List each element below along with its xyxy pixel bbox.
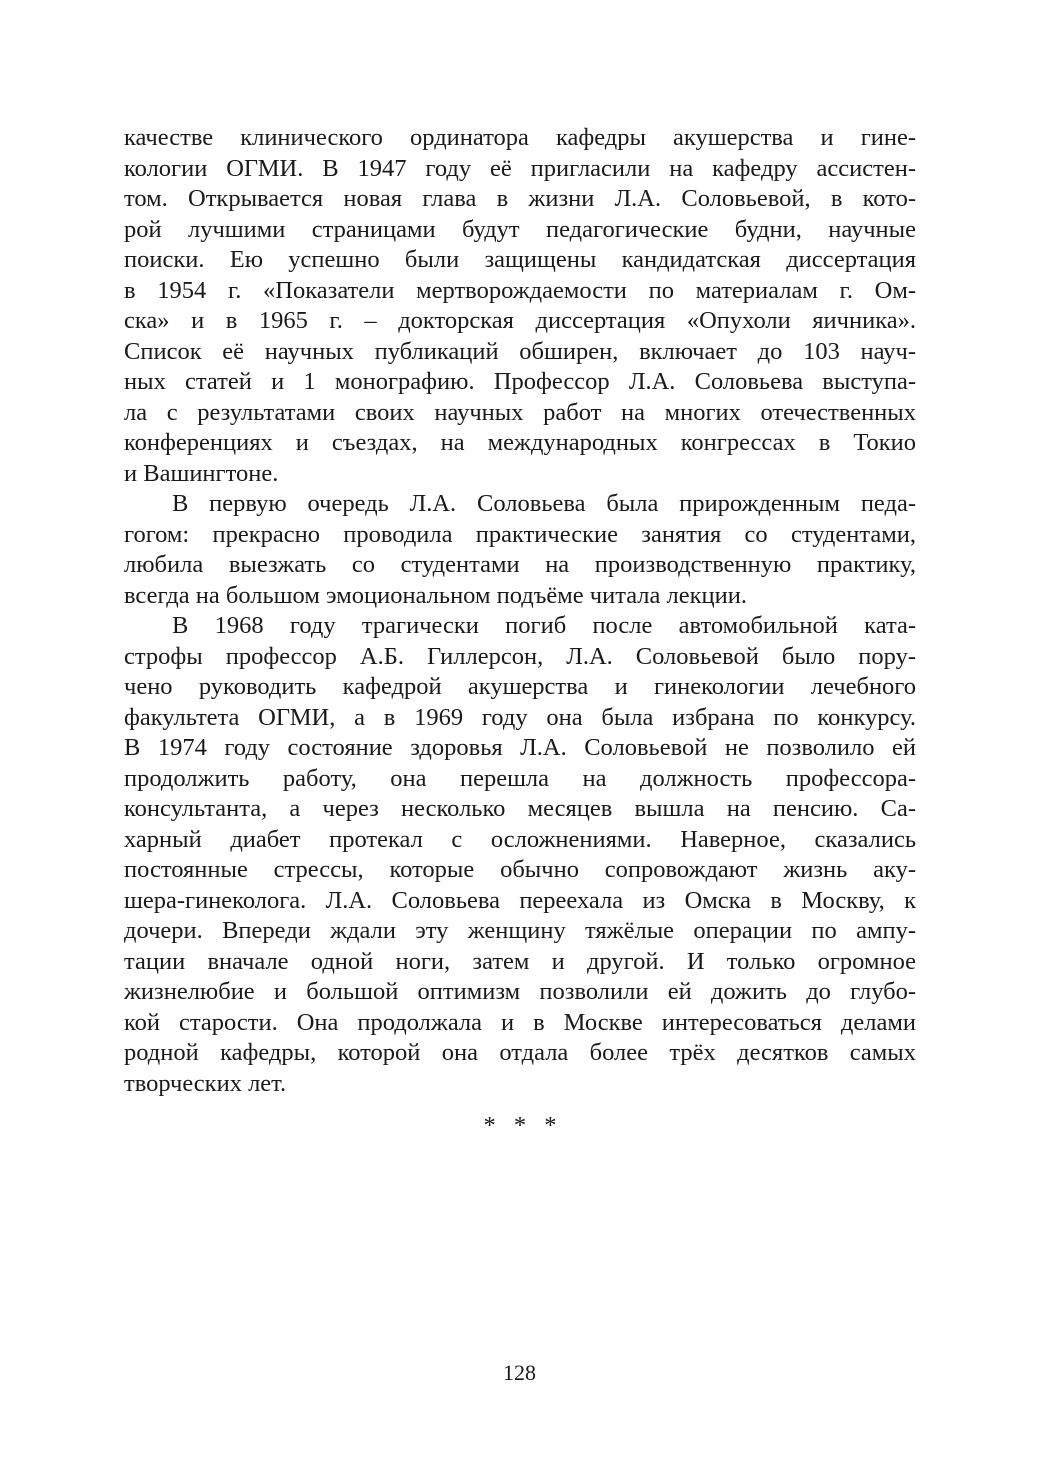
text-line: гогом: прекрасно проводила практические занятия со студентами, (124, 520, 916, 548)
paragraph (124, 611, 916, 1099)
page-body (124, 123, 916, 1142)
text-line: поиски. Ею успешно были защищены кандидатская диссертация (124, 246, 916, 273)
text-line: Список её научных публикаций обширен, включает до 103 науч- (124, 337, 916, 365)
text-line: ных статей и 1 монографию. Профессор Л.А. Соловьева выступа- (124, 368, 916, 395)
text-line: качестве клинического ординатора кафедры акушерства и гине- (124, 124, 916, 151)
text-line: постоянные стрессы, которые обычно сопровождают жизнь аку- (124, 856, 916, 883)
text-body (124, 123, 916, 1099)
text-line: В 1974 году состояние здоровья Л.А. Соловьевой не позволило ей (124, 734, 916, 761)
text-line: в 1954 г. «Показатели мертворождаемости по материалам г. Ом- (124, 276, 916, 304)
section-separator: * * * (483, 1112, 563, 1139)
text-line: всегда на большом эмоциональном подъёме читала лекции. (124, 581, 747, 609)
text-line: кологии ОГМИ. В 1947 году её пригласили на кафедру ассистен- (124, 154, 916, 182)
text-line: жизнелюбие и большой оптимизм позволили ей дожить до глубо- (124, 978, 916, 1005)
text-line: харный диабет протекал с осложнениями. Наверное, сказались (124, 825, 916, 853)
text-line: консультанта, а через несколько месяцев вышла на пенсию. Са- (124, 795, 916, 822)
text-line: ска» и в 1965 г. – докторская диссертация «Опухоли яичника». (124, 307, 916, 334)
text-line: родной кафедры, которой она отдала более трёх десятков самых (124, 1039, 916, 1066)
paragraph (124, 489, 916, 611)
text-line: конференциях и съездах, на международных конгрессах в Токио (124, 429, 916, 456)
text-line: творческих лет. (124, 1069, 287, 1097)
page-number: 128 (503, 1360, 536, 1385)
text-line: шера-гинеколога. Л.А. Соловьева переехала из Омска в Москву, к (124, 886, 916, 914)
text-line: чено руководить кафедрой акушерства и гинекологии лечебного (124, 673, 916, 700)
text-line: продолжить работу, она перешла на должность профессора- (124, 764, 916, 792)
text-line: В первую очередь Л.А. Соловьева была прирожденным педа- (172, 490, 916, 517)
text-line: и Вашингтоне. (124, 459, 279, 487)
text-line: факультета ОГМИ, а в 1969 году она была избрана по конкурсу. (124, 703, 916, 731)
text-line: рой лучшими страницами будут педагогические будни, научные (124, 215, 916, 243)
text-line: кой старости. Она продолжала и в Москве интересоваться делами (124, 1008, 916, 1036)
text-line: ла с результатами своих научных работ на многих отечественных (124, 398, 916, 426)
text-line: дочери. Впереди ждали эту женщину тяжёлые операции по ампу- (124, 917, 916, 944)
text-line: строфы профессор А.Б. Гиллерсон, Л.А. Соловьевой было пору- (124, 642, 916, 670)
text-line: том. Открывается новая глава в жизни Л.А. Соловьевой, в кото- (124, 185, 916, 212)
text-line: В 1968 году трагически погиб после автомобильной ката- (172, 612, 916, 639)
text-line: тации вначале одной ноги, затем и другой. И только огромное (124, 947, 916, 975)
paragraph (124, 123, 916, 489)
text-line: любила выезжать со студентами на производственную практику, (124, 551, 916, 578)
